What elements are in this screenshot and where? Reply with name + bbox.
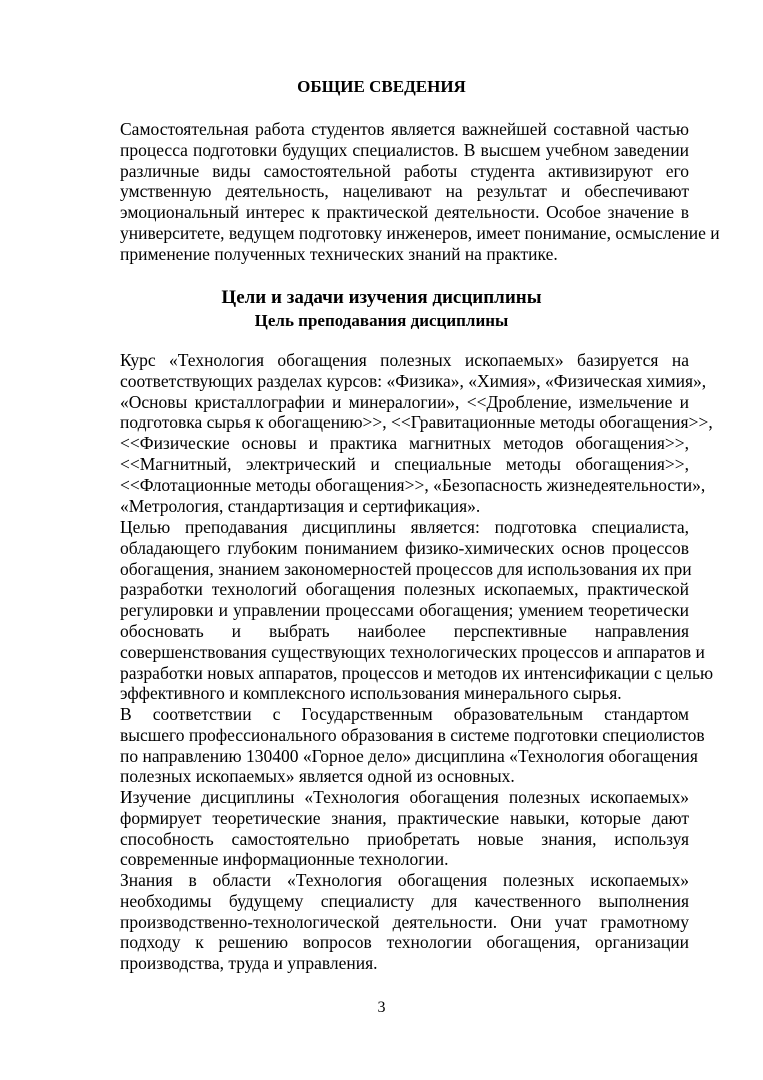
goal-line: регулировки и управлении процессами обогащения; умением теоретически <box>120 600 689 621</box>
course-line: соответствующих разделах курсов: «Физика», «Химия», «Физическая химия», <box>120 370 707 391</box>
intro-line: применение полученных технических знаний на практике. <box>120 243 558 264</box>
course-line: <<Флотационные методы обогащения>>, «Безопасность жизнедеятельности», <box>120 474 706 495</box>
standard-line: В соответствии с Государственным образовательным стандартом <box>120 704 689 724</box>
knowledge-line: производства, труда и управления. <box>120 953 378 974</box>
knowledge-line: подходу к решению вопросов технологии обогащения, организации <box>120 932 689 953</box>
paragraph-course <box>73 350 713 516</box>
paragraph-standard <box>73 704 705 787</box>
intro-line: умственную деятельность, нацеливают на результат и обеспечивают <box>120 181 689 202</box>
goal-line: Целью преподавания дисциплины является: подготовка специалиста, <box>120 517 689 537</box>
study-line: формирует теоретические знания, практические навыки, которые дают <box>120 807 689 828</box>
course-line: <<Физические основы и практика магнитных методов обогащения>>, <box>120 433 689 454</box>
intro-line: процесса подготовки будущих специалистов. В высшем учебном заведении <box>120 139 689 160</box>
goal-line: обогащения, знанием закономерностей процессов для использования их при <box>120 558 692 579</box>
course-line: подготовка сырья к обогащению>>, <<Гравитационные методы обогащения>>, <box>120 412 713 433</box>
intro-line: эмоциональный интерес к практической деятельности. Особое значение в <box>120 202 689 223</box>
course-line: «Основы кристаллографии и минералогии», <<Дробление, измельчение и <box>120 391 689 412</box>
heading-purpose: Цель преподавания дисциплины <box>254 311 509 330</box>
study-line: Изучение дисциплины «Технология обогащения полезных ископаемых» <box>120 787 689 807</box>
goal-line: обосновать и выбрать наиболее перспективные направления <box>120 620 689 641</box>
standard-line: высшего профессионального образования в системе подготовки специолистов <box>120 724 705 745</box>
knowledge-line: необходимы будущему специалисту для качественного выполнения <box>120 890 689 911</box>
goal-line: совершенствования существующих технологических процессов и аппаратов и <box>120 641 705 662</box>
goal-line: разработки новых аппаратов, процессов и методов их интенсификации с целью <box>120 662 714 683</box>
goal-line: разработки технологий обогащения полезных ископаемых, практической <box>120 579 689 600</box>
knowledge-line: производственно-технологической деятельности. Они учат грамотному <box>120 911 689 932</box>
paragraph-study <box>73 787 689 870</box>
standard-line: по направлению 130400 «Горное дело» дисциплина «Технология обогащения <box>120 745 698 766</box>
standard-line: полезных ископаемых» является одной из основных. <box>120 766 515 787</box>
paragraph-intro <box>73 119 720 265</box>
goal-line: эффективного и комплексного использования минерального сырья. <box>120 683 622 704</box>
paragraph-goal <box>73 517 714 704</box>
intro-line: университете, ведущем подготовку инженеров, имеет понимание, осмысление и <box>120 222 720 243</box>
course-line: «Метрология, стандартизация и сертификация». <box>120 495 481 516</box>
course-line: <<Магнитный, электрический и специальные методы обогащения>>, <box>120 453 689 474</box>
heading-general-info: ОБЩИЕ СВЕДЕНИЯ <box>297 77 466 96</box>
paragraph-knowledge <box>73 870 689 974</box>
goal-line: обладающего глубоким пониманием физико-химических основ процессов <box>120 537 689 558</box>
study-line: способность самостоятельно приобретать новые знания, используя <box>120 828 689 849</box>
heading-goals: Цели и задачи изучения дисциплины <box>221 287 542 308</box>
intro-line: различные виды самостоятельной работы студента активизируют его <box>120 160 689 181</box>
page-number: 3 <box>377 999 386 1016</box>
knowledge-line: Знания в области «Технология обогащения полезных ископаемых» <box>120 870 689 890</box>
course-line: Курс «Технология обогащения полезных ископаемых» базируется на <box>120 350 689 370</box>
study-line: современные информационные технологии. <box>120 849 449 870</box>
intro-line: Самостоятельная работа студентов является важнейшей составной частью <box>120 119 689 139</box>
